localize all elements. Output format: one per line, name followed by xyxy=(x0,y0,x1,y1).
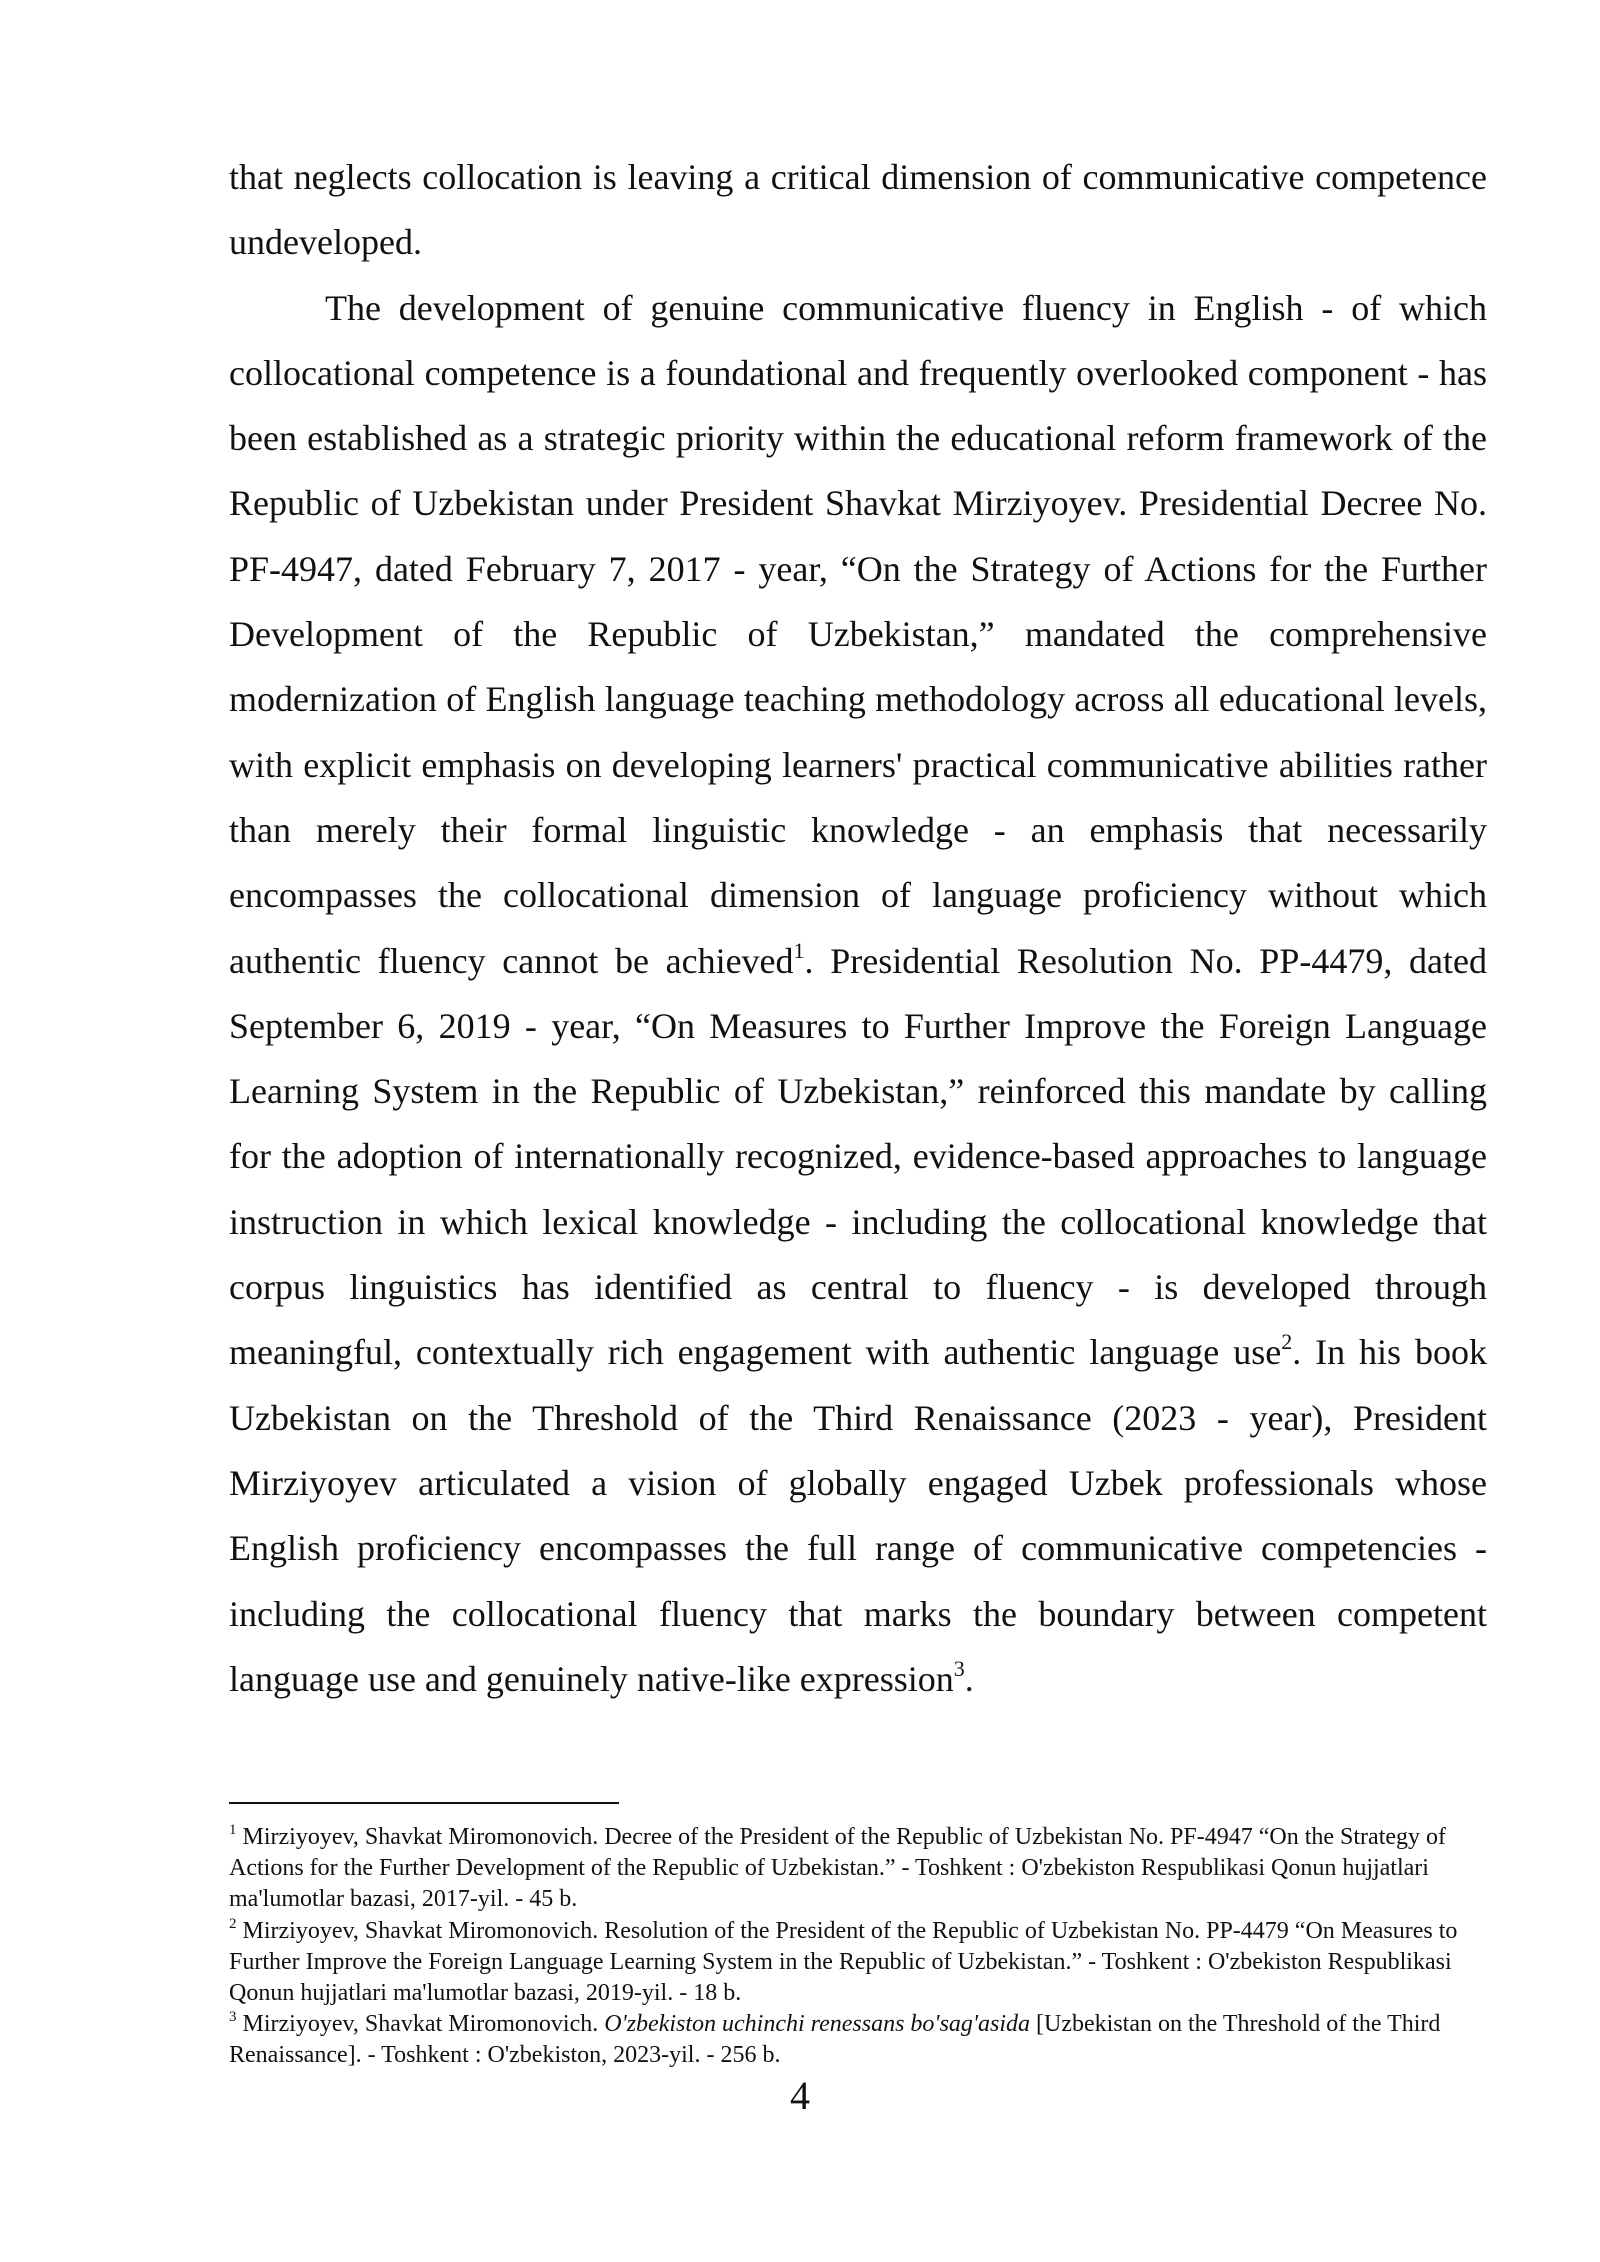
paragraph-2-part-2: . Presidential Resolution No. PP-4479, dated September 6, 2019 - year, “On Measures to Further Improve the Foreign Language Learning System in the Republic of Uzbekistan,” reinforced this mandate by calling for the adoption of internationally recognized, evidence-based approaches to language instruction in which lexical knowledge - including the collocational knowledge that corpus linguistics has identified as central to fluency - is developed through meaningful, contextually rich engagement with authentic language use xyxy=(229,940,1487,1373)
footnote-3-title: O'zbekiston uchinchi renessans bo'sag'asida xyxy=(604,2011,1031,2038)
footnote-1-text: Mirziyoyev, Shavkat Miromonovich. Decree of the President of the Republic of Uzbekistan No. PF-4947 “On the Strategy of Actions for the Further Development of the Republic of Uzbekistan.” - Toshkent : O'zbekiston Respublikasi Qonun hujjatlari ma'lumotlar bazasi, 2017-yil. - 45 b. xyxy=(229,1824,1447,1913)
footnote-ref-3[interactable]: 3 xyxy=(953,1655,965,1681)
paragraph-main xyxy=(229,276,1487,1713)
paragraph-2-part-4: . xyxy=(964,1658,974,1699)
body-text xyxy=(229,145,1487,1712)
footnote-3-marker: 3 xyxy=(229,2009,237,2026)
page-number: 4 xyxy=(790,2073,810,2118)
footnote-3-rest: [Uzbekistan on the Threshold of the Third Renaissance]. - Toshkent : O'zbekiston, 2023-yil. - 256 b. xyxy=(229,2011,1441,2069)
footnote-ref-2[interactable]: 2 xyxy=(1281,1329,1293,1355)
paragraph-continuation xyxy=(229,145,1487,276)
footnote-2-text: Mirziyoyev, Shavkat Miromonovich. Resolution of the President of the Republic of Uzbekistan No. PP-4479 “On Measures to Further Improve the Foreign Language Learning System in the Republic of Uzbekistan.” - Toshkent : O'zbekiston Respublikasi Qonun hujjatlari ma'lumotlar bazasi, 2019-yil. - 18 b. xyxy=(229,1917,1458,2007)
footnote-1 xyxy=(229,1822,1487,1916)
footnote-2-marker: 2 xyxy=(229,1915,237,1932)
paragraph-1-text: that neglects collocation is leaving a critical dimension of communicative competence undeveloped. xyxy=(229,157,1487,263)
footnote-ref-1[interactable]: 1 xyxy=(793,937,805,963)
footnote-3 xyxy=(229,2009,1487,2071)
paragraph-2-part-3: . In his book Uzbekistan on the Threshold of the Third Renaissance (2023 - year), President Mirziyoyev articulated a vision of globally engaged Uzbek professionals whose English proficiency encompasses the full range of communicative competencies - including the collocational fluency that marks the boundary between competent language use and genuinely native-like expression xyxy=(229,1332,1488,1699)
footnote-1-marker: 1 xyxy=(229,1822,237,1838)
footnote-3-author: Mirziyoyev, Shavkat Miromonovich. xyxy=(236,2011,605,2038)
paragraph-2-part-1: The development of genuine communicative fluency in English - of which collocational competence is a foundational and frequently overlooked component - has been established as a strategic priority within the educational reform framework of the Republic of Uzbekistan under President Shavkat Mirziyoyev. Presidential Decree No. PF-4947, dated February 7, 2017 - year, “On the Strategy of Actions for the Further Development of the Republic of Uzbekistan,” mandated the comprehensive modernization of English language teaching methodology across all educational levels, with explicit emphasis on developing learners' practical communicative abilities rather than merely their formal linguistic knowledge - an emphasis that necessarily encompasses the collocational dimension of language proficiency without which authentic fluency cannot be achieved xyxy=(229,287,1487,981)
footnotes xyxy=(229,1822,1487,2072)
footnote-2 xyxy=(229,1916,1487,2010)
footnote-separator xyxy=(229,1802,619,1804)
